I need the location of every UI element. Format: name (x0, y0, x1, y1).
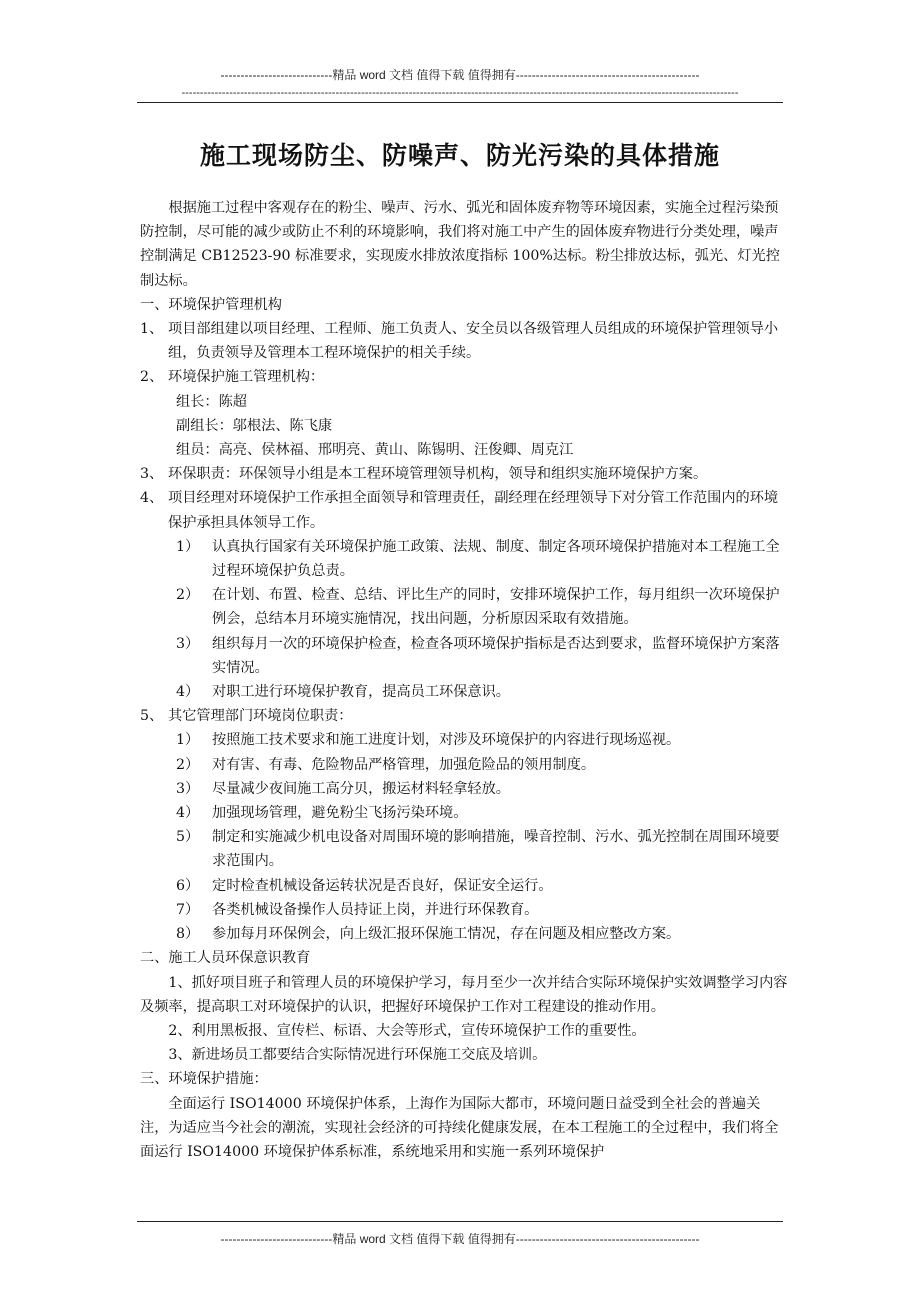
sub-number: 3） (176, 635, 200, 652)
sub-list-item (140, 753, 788, 777)
sub-list-item (140, 777, 788, 801)
section-2-heading: 二、施工人员环保意识教育 (140, 950, 311, 967)
sub-number: 4） (176, 805, 200, 822)
sub-number: 7） (176, 901, 200, 918)
sub-number: 3） (176, 780, 200, 797)
list-item (140, 486, 788, 534)
list-text: 环境保护施工管理机构： (168, 369, 325, 386)
sub-number: 1） (176, 538, 200, 555)
team-deputy: 副组长：邬根法、陈飞康 (176, 417, 333, 434)
sub-text: 加强现场管理，避免粉尘飞扬污染环境。 (212, 805, 468, 822)
list-number: 3、 (140, 466, 164, 483)
sub-text: 定时检查机械设备运转状况是否良好，保证安全运行。 (212, 877, 553, 894)
document-body (140, 196, 788, 1164)
sub-number: 4） (176, 684, 200, 701)
sub-text: 对有害、有毒、危险物品严格管理，加强危险品的领用制度。 (212, 756, 596, 773)
sub-list-item (140, 728, 788, 752)
sub-text: 对职工进行环境保护教育，提高员工环保意识。 (212, 684, 510, 701)
header-rule (137, 102, 783, 103)
section-2-paragraph-1: 1、抓好项目班子和管理人员的环境保护学习，每月至少一次并结合实际环境保护实效调整学习内容及频率，提高职工对环境保护的认识，把握好环境保护工作对工程建设的推动作用。 (140, 974, 788, 1015)
list-text: 环保职责：环保领导小组是本工程环境管理领导机构，领导和组织实施环境保护方案。 (168, 466, 708, 483)
sub-list-item (140, 801, 788, 825)
page-footer-banner: ----------------------------精品 word 文档 值得下载 值得拥有---------------------------------------------- (220, 1232, 700, 1246)
team-leader: 组长：陈超 (176, 393, 247, 410)
sub-number: 8） (176, 926, 200, 943)
section-3-heading: 三、环境保护措施： (140, 1071, 268, 1088)
sub-text: 组织每月一次的环境保护检查，检查各项环境保护指标是否达到要求，监督环境保护方案落实情况。 (212, 635, 780, 676)
sub-list-item (140, 680, 788, 704)
sub-number: 1） (176, 732, 200, 749)
list-number: 2、 (140, 369, 164, 386)
list-item (140, 365, 788, 389)
list-item (140, 317, 788, 365)
list-text: 项目部组建以项目经理、工程师、施工负责人、安全员以各级管理人员组成的环境保护管理领导小组，负责领导及管理本工程环境保护的相关手续。 (168, 321, 779, 362)
list-item (140, 462, 788, 486)
sub-list-item (140, 535, 788, 583)
sub-list-item (140, 632, 788, 680)
section-1-heading: 一、环境保护管理机构 (140, 296, 282, 313)
footer-rule (137, 1221, 783, 1222)
list-item (140, 704, 788, 728)
sub-number: 2） (176, 756, 200, 773)
list-number: 5、 (140, 708, 164, 725)
team-members: 组员：高亮、侯林福、邢明亮、黄山、陈锡明、汪俊卿、周克江 (176, 442, 574, 459)
sub-number: 6） (176, 877, 200, 894)
sub-number: 5） (176, 829, 200, 846)
list-text: 项目经理对环境保护工作承担全面领导和管理责任，副经理在经理领导下对分管工作范围内的环境保护承担具体领导工作。 (168, 490, 779, 531)
page-header-dashes: -------------------------------------------------------------------------------------------------------------------------------------------------------- (181, 87, 739, 99)
list-number: 1、 (140, 321, 164, 338)
sub-text: 认真执行国家有关环境保护施工政策、法规、制度、制定各项环境保护措施对本工程施工全过程环境保护负总责。 (212, 538, 780, 580)
sub-list-item (140, 583, 788, 631)
list-text: 其它管理部门环境岗位职责： (168, 708, 353, 725)
sub-list-item (140, 898, 788, 922)
sub-list-item (140, 922, 788, 946)
document-title: 施工现场防尘、防噪声、防光污染的具体措施 (199, 141, 720, 170)
sub-list-item (140, 874, 788, 898)
section-2-paragraph-2: 2、利用黑板报、宣传栏、标语、大会等形式，宣传环境保护工作的重要性。 (168, 1022, 646, 1039)
sub-text: 各类机械设备操作人员持证上岗，并进行环保教育。 (212, 901, 539, 918)
sub-text: 制定和实施减少机电设备对周围环境的影响措施，噪音控制、污水、弧光控制在周围环境要求范围内。 (212, 829, 780, 870)
section-3-paragraph-1: 全面运行 ISO14000 环境保护体系，上海作为国际大都市，环境问题日益受到全社会的普遍关注，为适应当今社会的潮流，实现社会经济的可持续化健康发展，在本工程施工的全过程中，我们将全面运行 ISO14000 环境保护体系标准，系统地采用和实施一系列环境保护 (140, 1095, 779, 1160)
sub-list-item (140, 825, 788, 873)
list-number: 4、 (140, 490, 164, 507)
sub-text: 尽量减少夜间施工高分贝，搬运材料轻拿轻放。 (212, 780, 510, 797)
sub-text: 在计划、布置、检查、总结、评比生产的同时，安排环境保护工作，每月组织一次环境保护例会，总结本月环境实施情况，找出问题，分析原因采取有效措施。 (212, 587, 780, 628)
page-header-banner: ----------------------------精品 word 文档 值得下载 值得拥有---------------------------------------------- (220, 68, 700, 82)
sub-number: 2） (176, 587, 200, 604)
sub-text: 按照施工技术要求和施工进度计划，对涉及环境保护的内容进行现场巡视。 (212, 732, 681, 749)
intro-paragraph: 根据施工过程中客观存在的粉尘、噪声、污水、弧光和固体废弃物等环境因素，实施全过程污染预防控制，尽可能的减少或防止不利的环境影响，我们将对施工中产生的固体废弃物进行分类处理，噪声控制满足 CB12523-90 标准要求，实现废水排放浓度指标 100%达标。粉尘排放达标，弧光、灯光控制达标。 (140, 200, 780, 289)
section-2-paragraph-3: 3、新进场员工都要结合实际情况进行环保施工交底及培训。 (168, 1047, 547, 1064)
sub-text: 参加每月环保例会，向上级汇报环保施工情况，存在问题及相应整改方案。 (212, 926, 681, 943)
